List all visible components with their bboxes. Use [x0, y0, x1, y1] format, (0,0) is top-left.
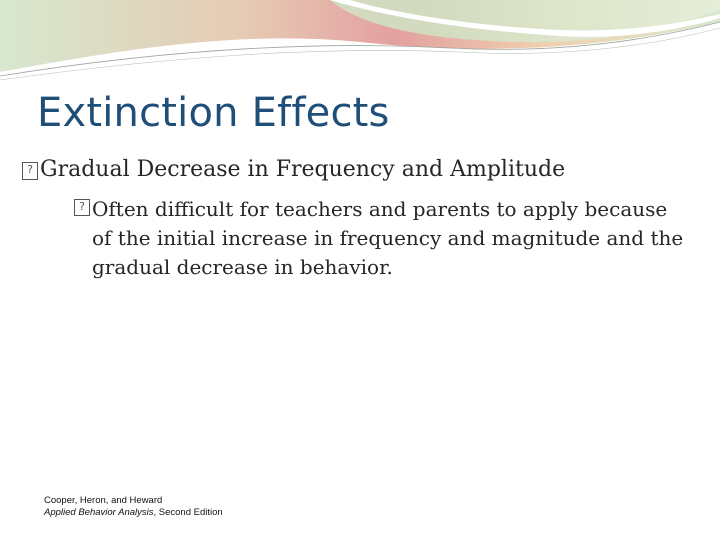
bullet-text: Often difficult for teachers and parents to apply because of the initial increase in frequency and magnitude and the gradual decrease in behavior.: [92, 197, 684, 279]
bullet-level-1: [22, 157, 565, 182]
missing-glyph-bullet-icon: [22, 162, 38, 180]
citation-source: [44, 507, 223, 519]
bullet-level-2: [74, 195, 684, 282]
citation: [44, 495, 223, 519]
citation-edition: , Second Edition: [153, 507, 223, 518]
bullet-text: Gradual Decrease in Frequency and Amplitude: [40, 157, 566, 182]
slide-title: Extinction Effects: [37, 90, 390, 136]
header-decoration: [0, 0, 720, 90]
citation-book-title: Applied Behavior Analysis: [44, 507, 154, 518]
missing-glyph-bullet-icon: [74, 199, 90, 216]
citation-authors: Cooper, Heron, and Heward: [44, 495, 163, 506]
